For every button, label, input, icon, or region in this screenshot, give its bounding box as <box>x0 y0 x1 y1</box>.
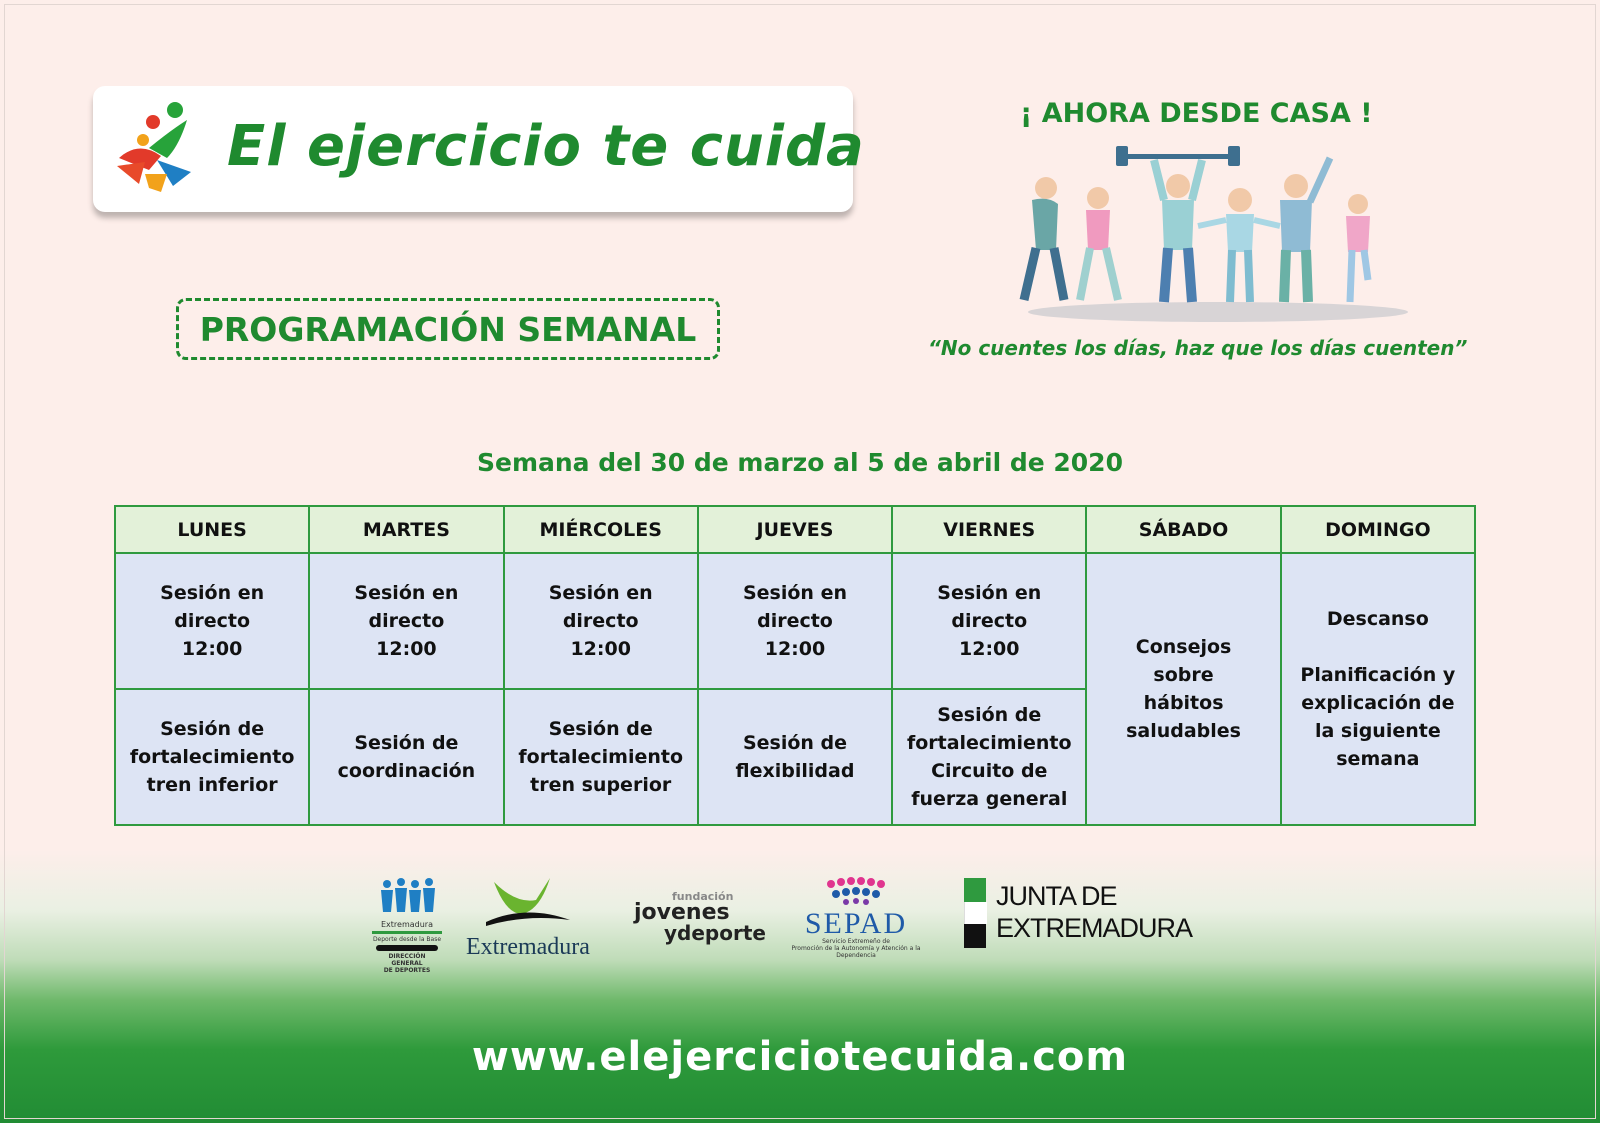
day-header: MIÉRCOLES <box>504 506 698 553</box>
sepad-dots-icon <box>821 876 891 906</box>
day-header: VIERNES <box>892 506 1086 553</box>
flag-black <box>964 924 986 948</box>
session-cell: Sesión de fortalecimiento tren superior <box>504 689 698 825</box>
day-header: LUNES <box>115 506 309 553</box>
motivational-quote: “No cuentes los días, haz que los días cuenten” <box>928 336 1468 360</box>
day-header: MARTES <box>309 506 503 553</box>
junta-label: JUNTA DE EXTREMADURA <box>996 881 1193 943</box>
sepad-sub: Servicio Extremeño de Promoción de la Autonomía y Atención a la Dependencia <box>791 938 921 959</box>
direccion-sub: Deporte desde la Base <box>372 936 442 943</box>
table-row <box>115 553 1475 689</box>
session-cell: Sesión de coordinación <box>309 689 503 825</box>
extremadura-label: Extremadura <box>466 934 590 960</box>
seniors-exercising-illustration <box>1018 140 1408 325</box>
sponsor-logos <box>372 878 1193 978</box>
sunday-cell: Descanso Planificación y explicación de la siguiente semana <box>1281 553 1475 825</box>
flag-green <box>964 878 986 902</box>
weekly-program-label: PROGRAMACIÓN SEMANAL <box>199 309 697 349</box>
brand-logo-icon <box>109 100 199 196</box>
title-banner <box>93 86 865 212</box>
week-range: Semana del 30 de marzo al 5 de abril de 2020 <box>477 448 1123 477</box>
saturday-cell: Consejos sobre hábitos saludables <box>1086 553 1280 825</box>
table-header-row <box>115 506 1475 553</box>
session-cell: Sesión en directo 12:00 <box>115 553 309 689</box>
session-cell: Sesión de fortalecimiento tren inferior <box>115 689 309 825</box>
direccion-deportes-logo <box>372 878 442 974</box>
day-header: JUEVES <box>698 506 892 553</box>
direccion-bottom: DIRECCIÓN GENERAL DE DEPORTES <box>383 953 431 974</box>
day-header: DOMINGO <box>1281 506 1475 553</box>
extremadura-logo <box>466 874 590 961</box>
weekly-program-label-box <box>176 298 720 360</box>
session-cell: Sesión en directo 12:00 <box>309 553 503 689</box>
session-cell: Sesión en directo 12:00 <box>698 553 892 689</box>
ydeporte-label: ydeporte <box>664 921 766 945</box>
weekly-schedule-table <box>114 505 1476 826</box>
headline: ¡ AHORA DESDE CASA ! <box>1020 98 1373 129</box>
direccion-top: Extremadura <box>381 920 433 929</box>
extremadura-emblem-icon <box>466 874 586 934</box>
fundacion-label: fundación <box>672 890 734 903</box>
jovenes-label: jovenes <box>634 900 730 925</box>
session-cell: Sesión de fortalecimiento Circuito de fuerza general <box>892 689 1086 825</box>
session-cell: Sesión en directo 12:00 <box>892 553 1086 689</box>
sepad-label: SEPAD <box>804 907 908 940</box>
session-cell: Sesión en directo 12:00 <box>504 553 698 689</box>
day-header: SÁBADO <box>1086 506 1280 553</box>
page-title: El ejercicio te cuida <box>227 114 865 179</box>
sepad-logo <box>786 876 926 959</box>
website-url[interactable]: www.elejerciciotecuida.com <box>471 1034 1129 1080</box>
people-icon <box>377 878 437 916</box>
fundacion-jovenes-logo <box>634 890 766 943</box>
flag-white <box>964 902 987 924</box>
session-cell: Sesión de flexibilidad <box>698 689 892 825</box>
